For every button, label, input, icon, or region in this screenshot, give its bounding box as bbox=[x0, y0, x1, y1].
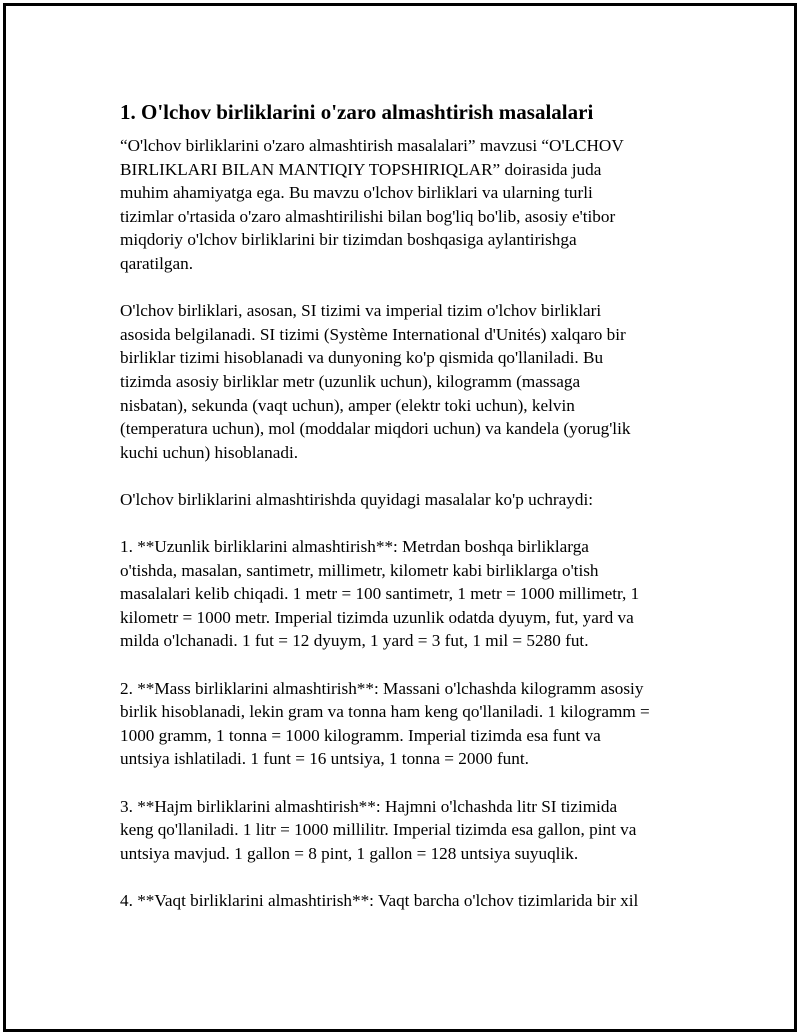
section-heading: 1. O'lchov birliklarini o'zaro almashtirish masalalari bbox=[120, 100, 594, 124]
text-line: 3. **Hajm birliklarini almashtirish**: Hajmni o'lchashda litr SI tizimida bbox=[120, 796, 618, 816]
text-line: muhim ahamiyatga ega. Bu mavzu o'lchov birliklari va ularning turli bbox=[120, 183, 593, 203]
text-line: kilometr = 1000 metr. Imperial tizimda uzunlik odatda dyuym, fut, yard va bbox=[120, 607, 634, 627]
text-line: O'lchov birliklari, asosan, SI tizimi va imperial tizim o'lchov birliklari bbox=[120, 301, 602, 321]
text-line: “O'lchov birliklarini o'zaro almashtirish masalalari” mavzusi “O'LCHOV bbox=[120, 136, 624, 155]
text-line: masalalari kelib chiqadi. 1 metr = 100 santimetr, 1 metr = 1000 millimetr, 1 bbox=[120, 584, 640, 604]
text-line: O'lchov birliklarini almashtirishda quyidagi masalalar ko'p uchraydi: bbox=[120, 489, 594, 509]
text-line: BIRLIKLARI BILAN MANTIQIY TOPSHIRIQLAR” doirasida juda bbox=[120, 159, 602, 179]
text-line: milda o'lchanadi. 1 fut = 12 dyuym, 1 yard = 3 fut, 1 mil = 5280 fut. bbox=[120, 631, 589, 651]
text-line: nisbatan), sekunda (vaqt uchun), amper (elektr toki uchun), kelvin bbox=[120, 395, 575, 415]
text-line: kuchi uchun) hisoblanadi. bbox=[120, 442, 299, 462]
paragraph-list-intro bbox=[120, 488, 705, 512]
text-line: birliklar tizimi hisoblanadi va dunyoning ko'p qismida qo'llaniladi. Bu bbox=[120, 348, 604, 368]
text-line: keng qo'llaniladi. 1 litr = 1000 millilitr. Imperial tizimda esa gallon, pint va bbox=[120, 820, 637, 840]
paragraph-intro bbox=[120, 134, 705, 276]
text-line: (temperatura uchun), mol (moddalar miqdori uchun) va kandela (yorug'lik bbox=[120, 419, 631, 439]
text-line: birlik hisoblanadi, lekin gram va tonna ham keng qo'llaniladi. 1 kilogramm = bbox=[120, 702, 650, 722]
text-line: o'tishda, masalan, santimetr, millimetr, kilometr kabi birliklarga o'tish bbox=[120, 560, 599, 580]
text-line: qaratilgan. bbox=[120, 253, 194, 273]
text-line: tizimlar o'rtasida o'zaro almashtirilishi bilan bog'liq bo'lib, asosiy e'tibor bbox=[120, 206, 616, 226]
paragraph-si-system bbox=[120, 299, 705, 464]
text-line: untsiya mavjud. 1 gallon = 8 pint, 1 gallon = 128 untsiya suyuqlik. bbox=[120, 843, 579, 863]
text-line: miqdoriy o'lchov birliklarini bir tizimdan boshqasiga aylantirishga bbox=[120, 230, 577, 250]
paragraph-volume-units bbox=[120, 795, 705, 866]
document-body bbox=[120, 98, 705, 936]
paragraph-time-units bbox=[120, 889, 705, 913]
text-line: tizimda asosiy birliklar metr (uzunlik uchun), kilogramm (massaga bbox=[120, 371, 581, 391]
text-line: 4. **Vaqt birliklarini almashtirish**: Vaqt barcha o'lchov tizimlarida bir xil bbox=[120, 891, 639, 910]
page-frame bbox=[3, 3, 797, 1032]
text-line: untsiya ishlatiladi. 1 funt = 16 untsiya, 1 tonna = 2000 funt. bbox=[120, 749, 529, 769]
paragraph-length-units bbox=[120, 535, 705, 653]
text-line: 2. **Mass birliklarini almashtirish**: Massani o'lchashda kilogramm asosiy bbox=[120, 678, 644, 698]
text-line: 1. **Uzunlik birliklarini almashtirish**: Metrdan boshqa birliklarga bbox=[120, 537, 589, 557]
paragraph-mass-units bbox=[120, 677, 705, 771]
text-line: asosida belgilanadi. SI tizimi (Système International d'Unités) xalqaro bir bbox=[120, 324, 626, 344]
text-line: 1000 gramm, 1 tonna = 1000 kilogramm. Imperial tizimda esa funt va bbox=[120, 725, 601, 745]
